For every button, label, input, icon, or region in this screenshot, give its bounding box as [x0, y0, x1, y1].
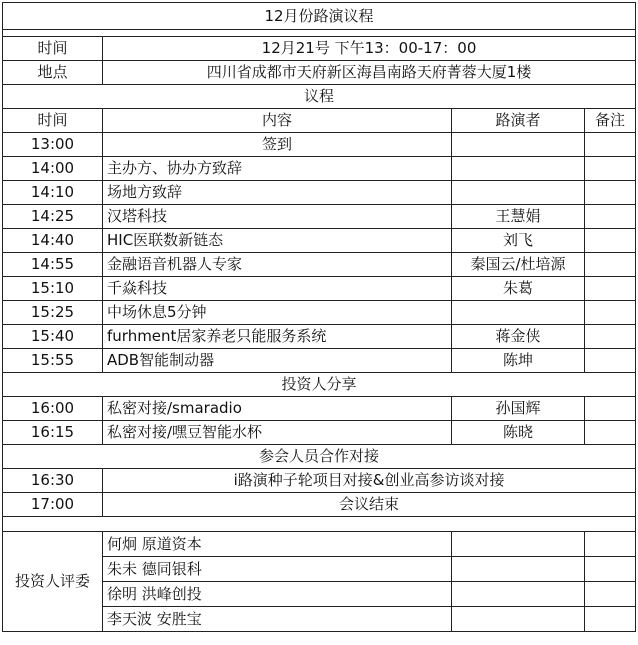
row-content: 千焱科技: [103, 277, 452, 301]
row-presenter: 刘飞: [452, 229, 585, 253]
row-time: 15:55: [3, 349, 103, 373]
judge-entry: 李天波 安胜宝: [103, 607, 452, 632]
table-row: [3, 301, 636, 325]
row-presenter: 陈坤: [452, 349, 585, 373]
row-note: [585, 181, 636, 205]
table-row: [3, 349, 636, 373]
row-time: 13:00: [3, 133, 103, 157]
column-header-presenter: 路演者: [452, 109, 585, 133]
row-time: 14:55: [3, 253, 103, 277]
row-presenter: 蒋金侠: [452, 325, 585, 349]
table-row: [3, 493, 636, 517]
row-time: 14:25: [3, 205, 103, 229]
judge-entry: 徐明 洪峰创投: [103, 582, 452, 607]
table-row: [3, 421, 636, 445]
spacer-row: [3, 30, 636, 37]
row-content: 金融语音机器人专家: [103, 253, 452, 277]
agenda-heading-row: [3, 85, 636, 109]
table-row: [3, 229, 636, 253]
page-title: 12月份路演议程: [3, 3, 636, 30]
row-note: [585, 229, 636, 253]
table-row: [3, 157, 636, 181]
row-content: 私密对接/嘿豆智能水杯: [103, 421, 452, 445]
agenda-table: [2, 2, 636, 632]
row-time: 16:30: [3, 469, 103, 493]
row-time: 15:10: [3, 277, 103, 301]
table-row: [3, 205, 636, 229]
judges-label: 投资人评委: [3, 532, 103, 632]
row-note: [585, 349, 636, 373]
row-content: HIC医联数新链态: [103, 229, 452, 253]
row-time: 14:40: [3, 229, 103, 253]
row-note: [585, 325, 636, 349]
row-presenter: [452, 157, 585, 181]
column-header-row: [3, 109, 636, 133]
row-time: 17:00: [3, 493, 103, 517]
table-row: [3, 469, 636, 493]
row-presenter: [452, 181, 585, 205]
row-presenter: 孙国辉: [452, 397, 585, 421]
spacer-row: [3, 517, 636, 532]
table-row: [3, 397, 636, 421]
row-presenter: [452, 301, 585, 325]
title-row: [3, 3, 636, 30]
judge-entry: 何炯 原道资本: [103, 532, 452, 557]
table-row: [3, 277, 636, 301]
row-note: [585, 397, 636, 421]
row-time: 14:00: [3, 157, 103, 181]
row-content: furhment居家养老只能服务系统: [103, 325, 452, 349]
time-value: 12月21号 下午13：00-17：00: [103, 37, 636, 61]
location-value: 四川省成都市天府新区海昌南路天府菁蓉大厦1楼: [103, 61, 636, 85]
table-row: [3, 325, 636, 349]
row-presenter: 朱葛: [452, 277, 585, 301]
table-row: [3, 181, 636, 205]
row-content: 中场休息5分钟: [103, 301, 452, 325]
row-time: 15:40: [3, 325, 103, 349]
row-content: 主办方、协办方致辞: [103, 157, 452, 181]
row-note: [585, 253, 636, 277]
row-content: 汉塔科技: [103, 205, 452, 229]
row-content: 会议结束: [103, 493, 636, 517]
row-presenter: 秦国云/杜培源: [452, 253, 585, 277]
row-note: [585, 277, 636, 301]
time-label: 时间: [3, 37, 103, 61]
row-content: 场地方致辞: [103, 181, 452, 205]
row-content: 签到: [103, 133, 452, 157]
time-info-row: [3, 37, 636, 61]
judge-row: [3, 532, 636, 557]
location-info-row: [3, 61, 636, 85]
cooperation-section-heading: 参会人员合作对接: [3, 445, 636, 469]
row-time: 15:25: [3, 301, 103, 325]
location-label: 地点: [3, 61, 103, 85]
row-time: 14:10: [3, 181, 103, 205]
judge-entry: 朱未 德同银科: [103, 557, 452, 582]
row-note: [585, 157, 636, 181]
row-presenter: 陈晓: [452, 421, 585, 445]
row-presenter: [452, 133, 585, 157]
row-presenter: 王慧娟: [452, 205, 585, 229]
column-header-content: 内容: [103, 109, 452, 133]
row-content: i路演种子轮项目对接&创业高参访谈对接: [103, 469, 636, 493]
row-note: [585, 421, 636, 445]
table-row: [3, 253, 636, 277]
row-note: [585, 133, 636, 157]
row-time: 16:15: [3, 421, 103, 445]
agenda-heading: 议程: [3, 85, 636, 109]
section-heading-row: [3, 445, 636, 469]
row-note: [585, 205, 636, 229]
table-row: [3, 133, 636, 157]
row-time: 16:00: [3, 397, 103, 421]
column-header-note: 备注: [585, 109, 636, 133]
section-heading-row: [3, 373, 636, 397]
investor-section-heading: 投资人分享: [3, 373, 636, 397]
row-note: [585, 301, 636, 325]
column-header-time: 时间: [3, 109, 103, 133]
row-content: 私密对接/smaradio: [103, 397, 452, 421]
row-content: ADB智能制动器: [103, 349, 452, 373]
